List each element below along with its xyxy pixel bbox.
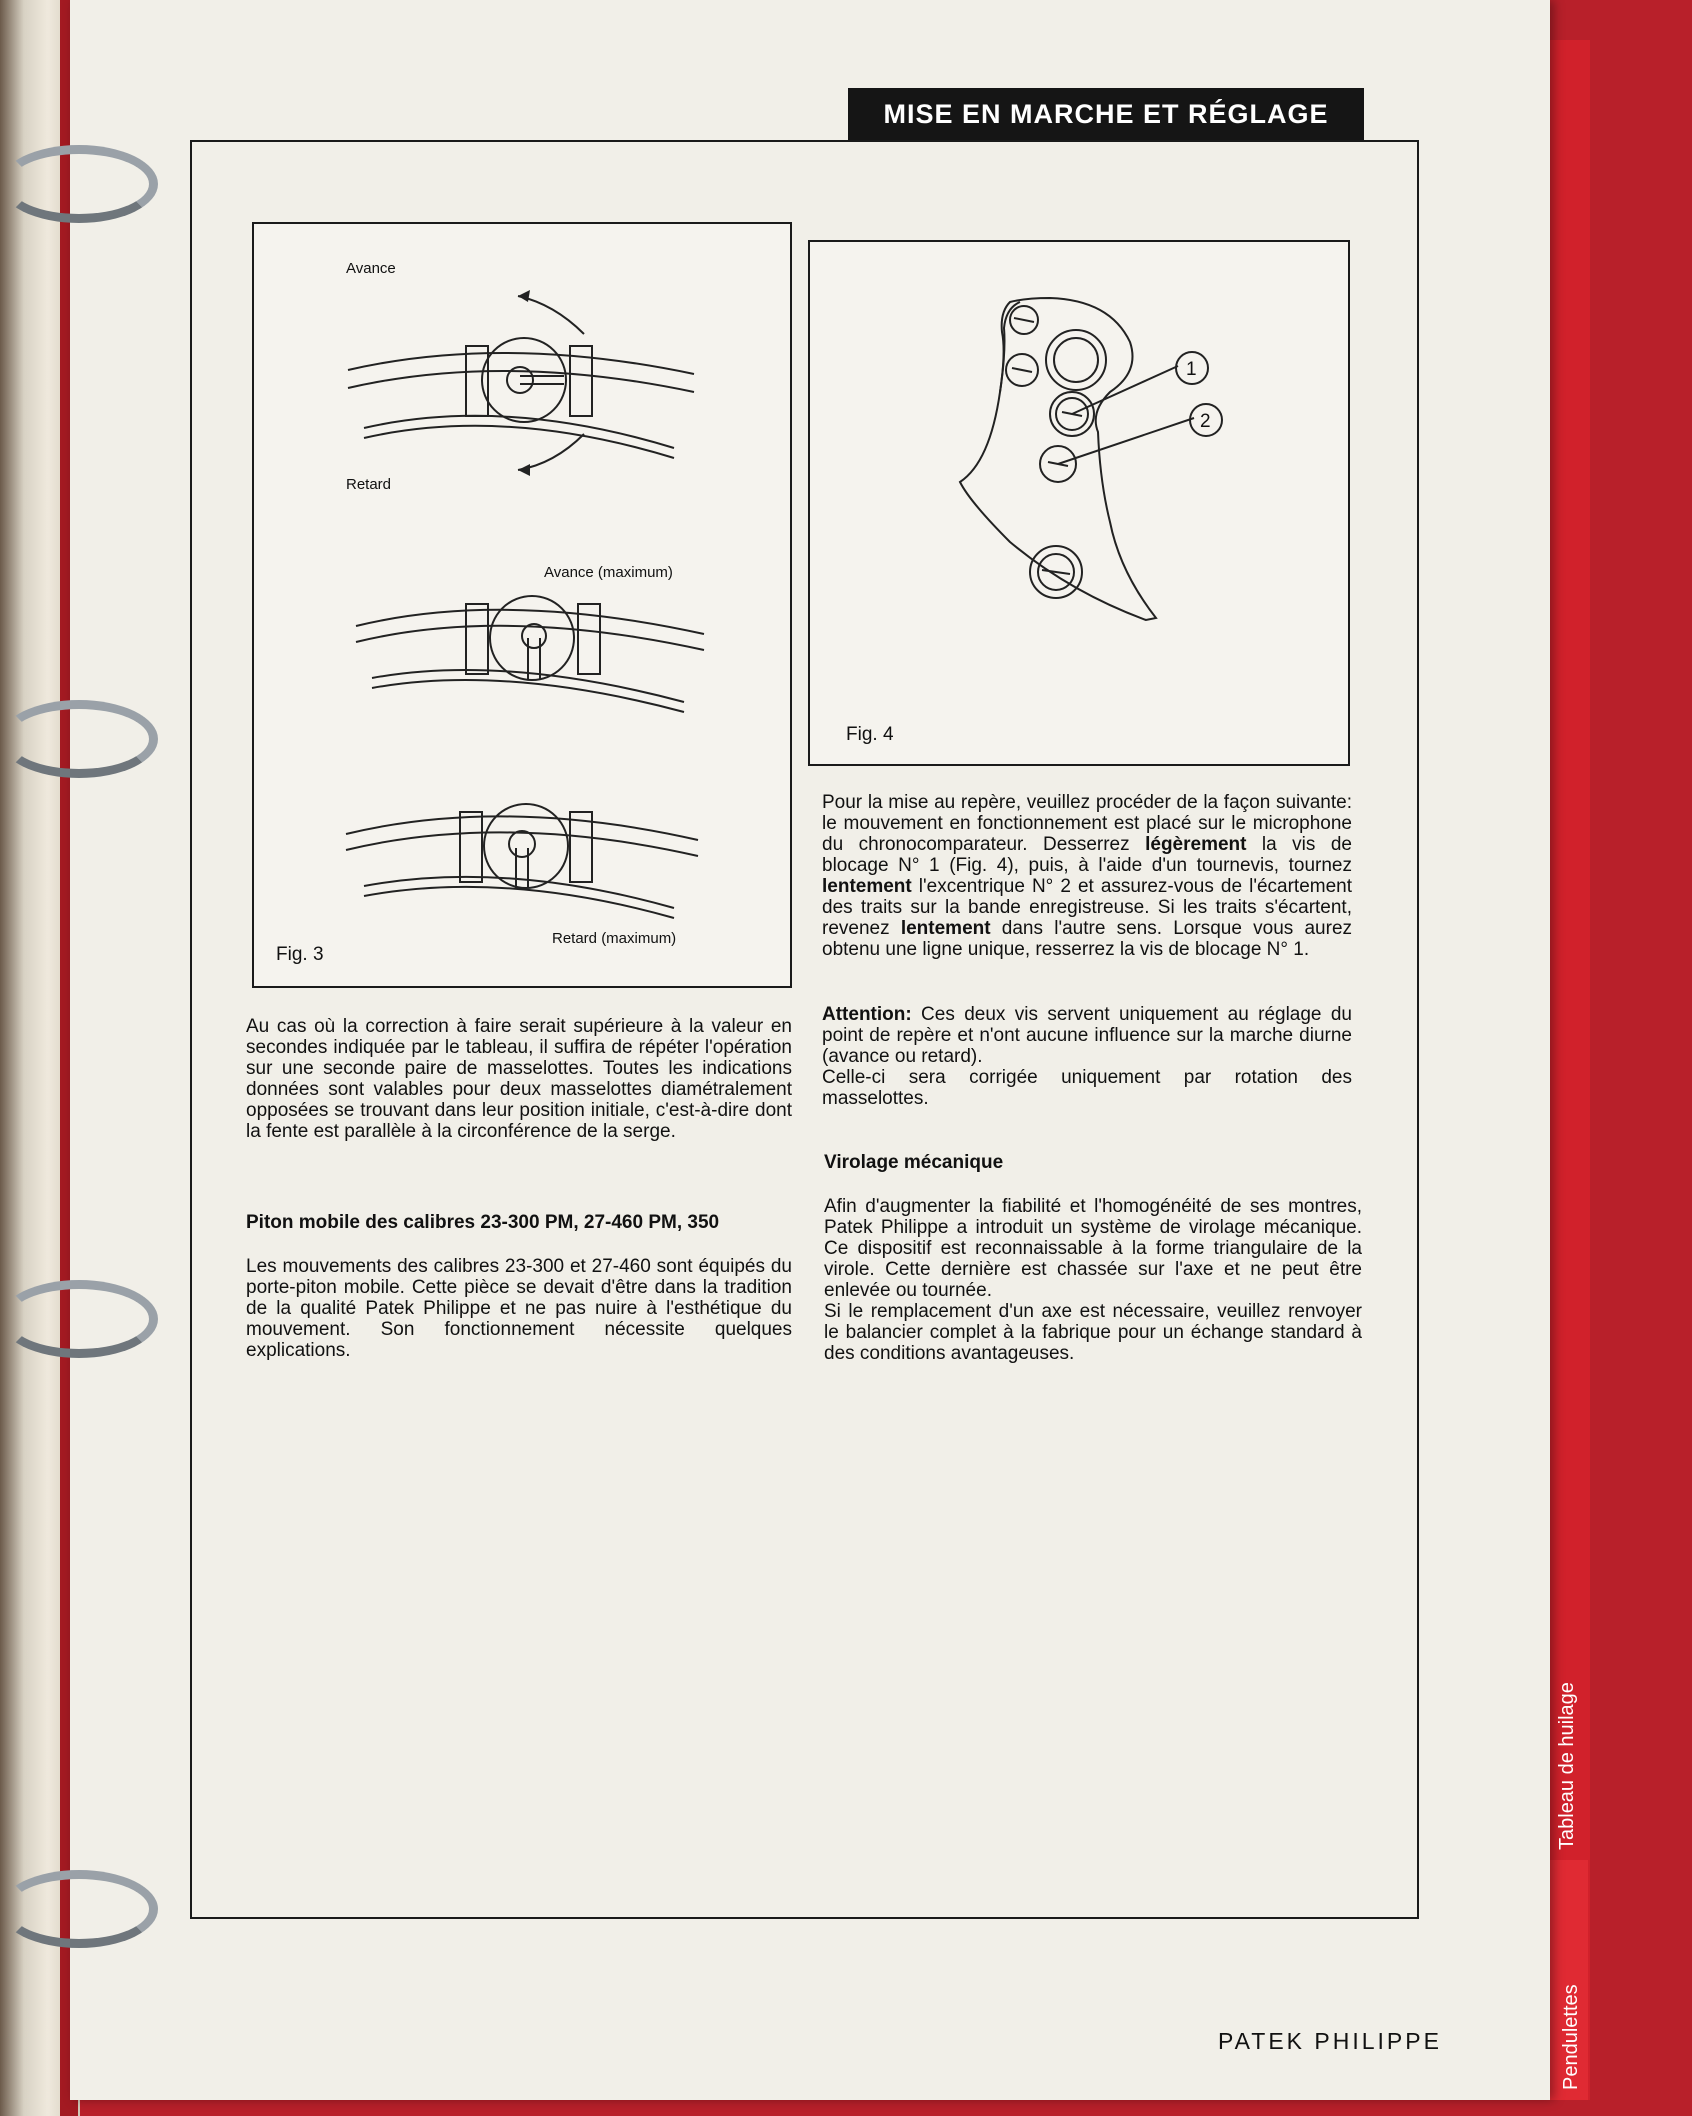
- callout-2: 2: [1200, 411, 1211, 432]
- left-column-para2: Les mouvements des calibres 23-300 et 27-460 sont équipés du porte-piton mobile. Cette pièce se devait d'être dans la tradition de la qualité Patek Philippe et ne pas nuire à l'esthétique du mouvement. Son fonctionnement nécessite quelques explications.: [246, 1256, 792, 1361]
- section-heading-piton: Piton mobile des calibres 23-300 PM, 27-460 PM, 350: [246, 1212, 720, 1233]
- label-avance: Avance: [346, 260, 396, 277]
- figure-4-caption: Fig. 4: [846, 724, 894, 745]
- figure-3-drawing: [254, 224, 790, 986]
- footer-brand: PATEK PHILIPPE: [1218, 2028, 1442, 2054]
- tab-pendulettes[interactable]: Pendulettes: [1560, 1984, 1582, 2090]
- figure-3-caption: Fig. 3: [276, 944, 324, 965]
- binder-ring: [0, 1870, 158, 1948]
- left-column-para1: Au cas où la correction à faire serait supérieure à la valeur en secondes indiquée par le tableau, il suffira de répéter l'opération sur une seconde paire de masselottes. Toutes les indications données sont valables pour deux masselottes diamétralement opposées se trouvant dans leur position initiale, c'est-à-dire dont la fente est parallèle à la circonférence de la serge.: [246, 1016, 792, 1142]
- figure-3-box: [252, 222, 792, 988]
- tab-tableau-de-huilage[interactable]: Tableau de huilage: [1556, 1682, 1578, 1850]
- binder-ring: [0, 700, 158, 778]
- right-column-para3: Afin d'augmenter la fiabilité et l'homogénéité de ses montres, Patek Philippe a introduit un système de virolage mécanique. Ce dispositif est reconnaissable à la forme triangulaire de la virole. Cette dernière est chassée sur l'axe et ne peut être enlevée ou tournée. Si le remplacement d'un axe est nécessaire, veuillez renvoyer le balancier complet à la fabrique pour un échange standard à des conditions avantageuses.: [824, 1196, 1362, 1364]
- binder-ring: [0, 1280, 158, 1358]
- binder-ring: [0, 145, 158, 223]
- figure-4-drawing: [810, 242, 1348, 764]
- label-retard-max: Retard (maximum): [552, 930, 677, 947]
- section-heading-virolage: Virolage mécanique: [824, 1152, 1004, 1173]
- right-column-para1: Pour la mise au repère, veuillez procéder de la façon suivante: le mouvement en fonctionnement est placé sur le microphone du chronocomparateur. Desserrez légèrement la vis de blocage N° 1 (Fig. 4), puis, à l'aide d'un tournevis, tournez lentement l'excentrique N° 2 et assurez-vous de l'écartement des traits sur la bande enregistreuse. Si les traits s'écartent, revenez lentement dans l'autre sens. Lorsque vous aurez obtenu une ligne unique, resserrez la vis de blocage N° 1.: [822, 792, 1353, 960]
- callout-1: 1: [1186, 359, 1197, 380]
- label-retard: Retard: [346, 476, 392, 493]
- label-avance-max: Avance (maximum): [544, 564, 673, 581]
- figure-4-box: [808, 240, 1350, 766]
- page-title: MISE EN MARCHE ET RÉGLAGE: [848, 88, 1364, 140]
- right-column-attention: Attention: Ces deux vis servent uniquement au réglage du point de repère et n'ont aucune influence sur la marche diurne (avance ou retard). Celle-ci sera corrigée uniquement par rotation des masselottes.: [822, 1004, 1352, 1109]
